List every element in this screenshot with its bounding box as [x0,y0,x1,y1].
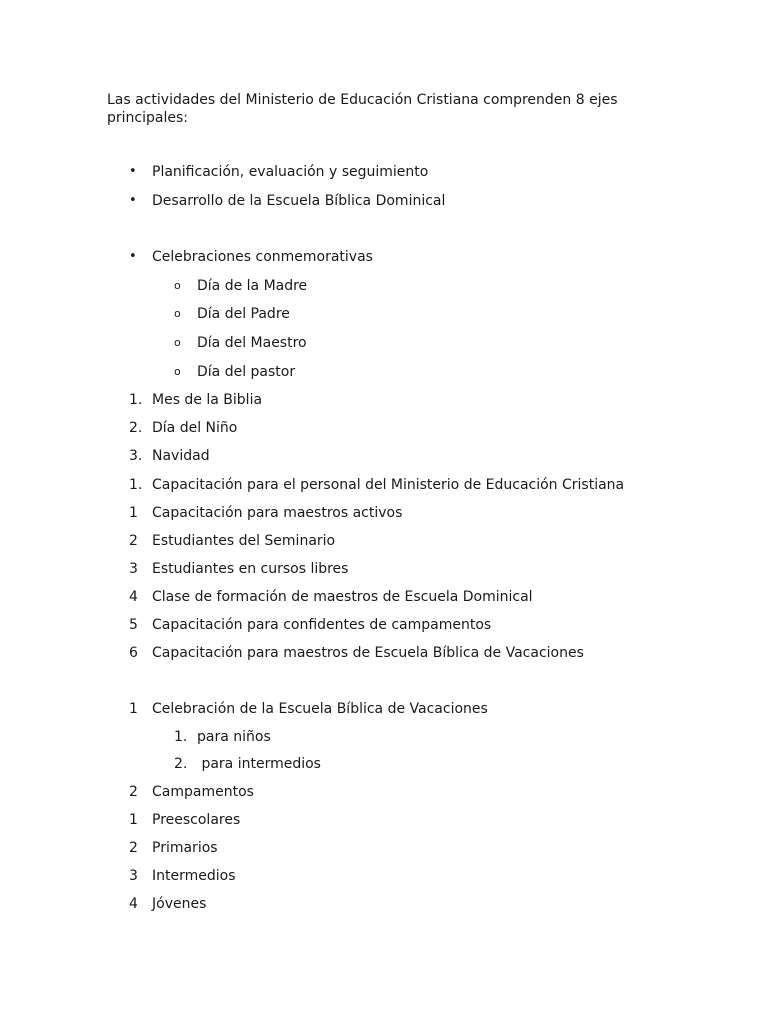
number-marker: 1. [174,729,188,745]
number-marker: 1. [129,392,143,408]
list-item-text: Mes de la Biblia [152,392,263,408]
list-item-text: Planificación, evaluación y seguimiento [152,164,429,180]
list-item-text: Capacitación para el personal del Ministerio de Educación Cristiana [152,477,625,493]
number-marker: 2. [129,420,143,436]
number-marker: 2 [129,784,138,800]
number-marker: 1 [129,812,138,828]
numbered-item [0,475,768,495]
list-item-text: Desarrollo de la Escuela Bíblica Dominical [152,193,446,209]
numbered-item [0,531,768,551]
bullet-marker: • [129,249,137,264]
list-item-text: Celebraciones conmemorativas [152,249,373,265]
numbered-item [0,782,768,802]
list-item-text: Capacitación para maestros de Escuela Bíblica de Vacaciones [152,645,584,661]
list-item-text: Jóvenes [152,896,207,912]
numbered-item [0,446,768,466]
list-item-text: Estudiantes del Seminario [152,533,336,549]
number-marker: 2 [129,533,138,549]
list-item [0,191,768,211]
number-marker: 5 [129,617,138,633]
sub-list-item [0,333,768,353]
numbered-item [0,615,768,635]
list-item-text: Primarios [152,840,218,856]
circle-bullet-marker: o [174,336,181,349]
sub-list-item [0,276,768,296]
numbered-item [0,894,768,914]
list-item-text: Preescolares [152,812,241,828]
number-marker: 4 [129,896,138,912]
number-marker: 3 [129,868,138,884]
circle-bullet-marker: o [174,279,181,292]
list-item-text: para intermedios [197,756,321,772]
bullet-marker: • [129,193,137,208]
numbered-item [0,866,768,886]
numbered-item [0,559,768,579]
sub-list-item [0,304,768,324]
list-item-text: Capacitación para maestros activos [152,505,403,521]
list-item [0,162,768,182]
number-marker: 1. [129,477,143,493]
sub-numbered-item [0,727,768,747]
list-item [0,247,768,267]
bullet-marker: • [129,164,137,179]
list-item-text: Día del Maestro [197,335,307,351]
sub-list-item [0,362,768,382]
number-marker: 1 [129,505,138,521]
list-item-text: para niños [197,729,271,745]
numbered-item [0,810,768,830]
list-item-text: Día del Niño [152,420,238,436]
list-item-text: Clase de formación de maestros de Escuela Dominical [152,589,533,605]
numbered-item [0,503,768,523]
list-item-text: Capacitación para confidentes de campamentos [152,617,492,633]
number-marker: 2 [129,840,138,856]
list-item-text: Navidad [152,448,210,464]
list-item-text: Intermedios [152,868,236,884]
list-item-text: Día del pastor [197,364,296,380]
number-marker: 2. [174,756,188,772]
circle-bullet-marker: o [174,307,181,320]
number-marker: 4 [129,589,138,605]
sub-numbered-item [0,754,768,774]
list-item-text: Campamentos [152,784,254,800]
list-item-text: Día de la Madre [197,278,308,294]
numbered-item [0,418,768,438]
numbered-item [0,838,768,858]
number-marker: 3 [129,561,138,577]
intro-paragraph: Las actividades del Ministerio de Educación Cristiana comprenden 8 ejes principales: [107,92,618,126]
list-item-text: Estudiantes en cursos libres [152,561,349,577]
list-item-text: Día del Padre [197,306,290,322]
numbered-item [0,587,768,607]
number-marker: 1 [129,701,138,717]
numbered-item [0,390,768,410]
number-marker: 6 [129,645,138,661]
numbered-item [0,699,768,719]
circle-bullet-marker: o [174,365,181,378]
number-marker: 3. [129,448,143,464]
numbered-item [0,643,768,663]
list-item-text: Celebración de la Escuela Bíblica de Vacaciones [152,701,488,717]
